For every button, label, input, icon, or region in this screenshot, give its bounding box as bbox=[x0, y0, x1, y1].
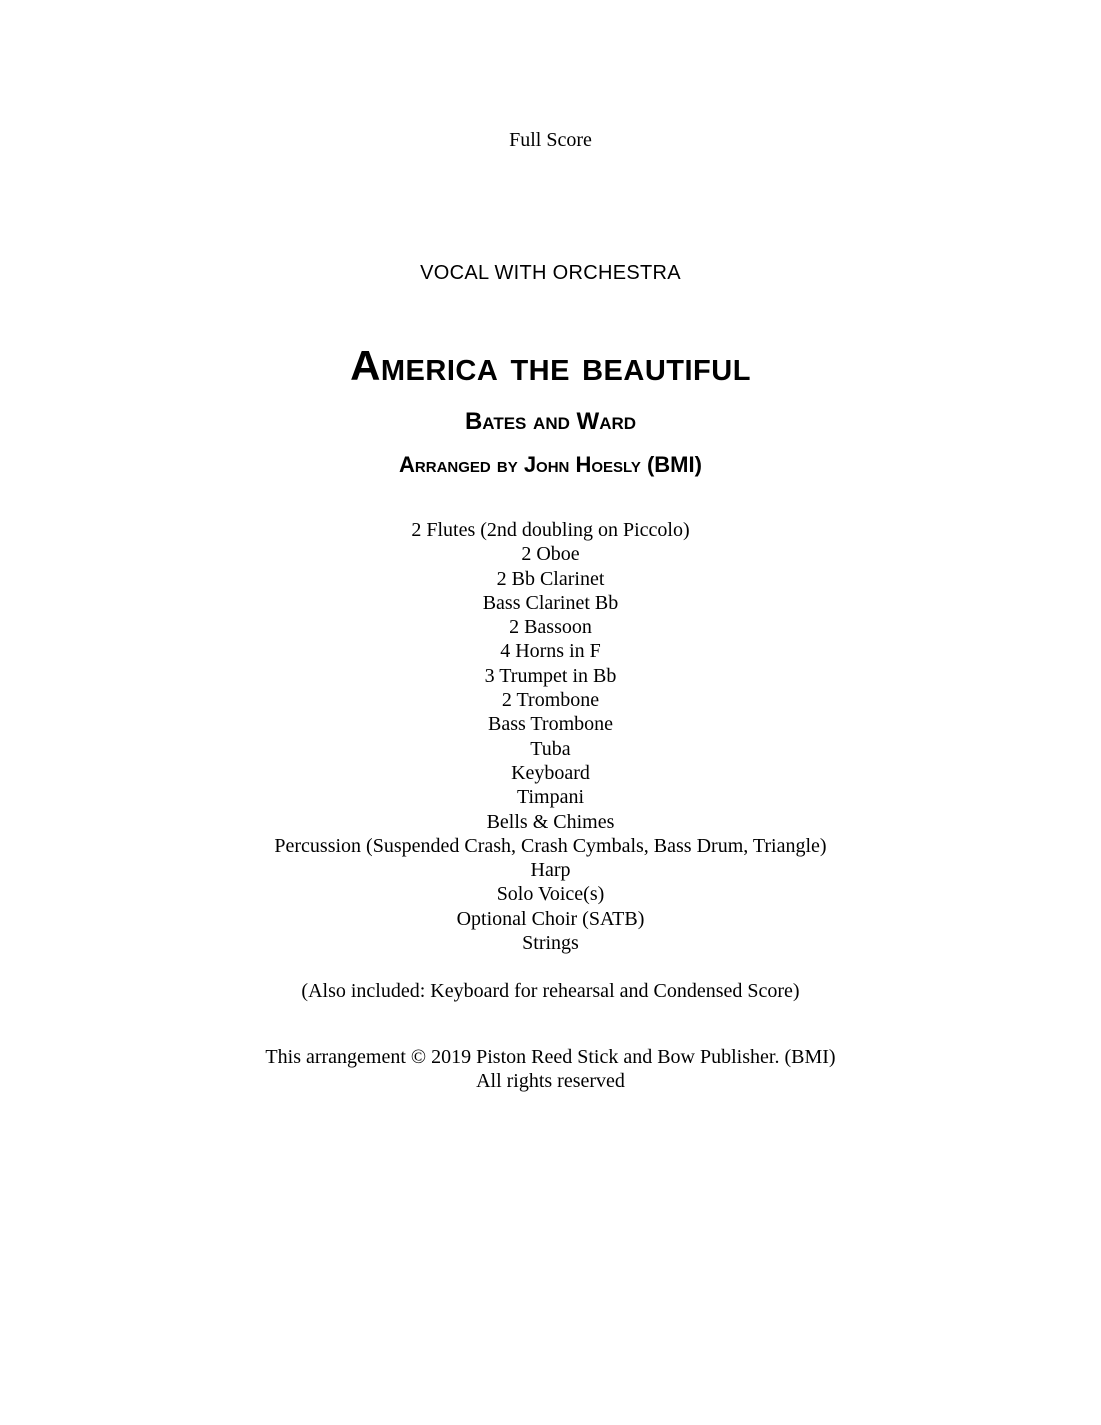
instrument-item: Timpani bbox=[516, 786, 585, 809]
instrument-item: Tuba bbox=[530, 737, 571, 760]
page-title: America the beautiful bbox=[350, 342, 751, 389]
arranger-credit: Arranged by John Hoesly (BMI) bbox=[399, 452, 702, 477]
instrument-item: Bass Trombone bbox=[487, 713, 614, 736]
instrument-item: Optional Choir (SATB) bbox=[456, 907, 645, 930]
instrumentation-list bbox=[0, 518, 1101, 955]
instrument-item: 2 Trombone bbox=[501, 689, 600, 712]
score-type-label: Full Score bbox=[509, 129, 592, 151]
instrument-item: 4 Horns in F bbox=[500, 640, 601, 663]
instrument-item: 2 Bassoon bbox=[509, 616, 592, 639]
instrument-item: Strings bbox=[522, 932, 579, 955]
genre-heading: VOCAL WITH ORCHESTRA bbox=[420, 262, 681, 284]
instrument-item: 3 Trumpet in Bb bbox=[484, 664, 617, 687]
composers-subtitle: Bates and Ward bbox=[464, 408, 637, 435]
copyright-line: This arrangement © 2019 Piston Reed Stick and Bow Publisher. (BMI) bbox=[265, 1046, 836, 1068]
instrument-item: Percussion (Suspended Crash, Crash Cymbals, Bass Drum, Triangle) bbox=[274, 834, 827, 857]
instrument-item: 2 Bb Clarinet bbox=[496, 567, 605, 590]
copyright-notice bbox=[0, 1045, 1101, 1094]
instrument-item: Harp bbox=[530, 859, 571, 882]
instrument-item: Bass Clarinet Bb bbox=[482, 591, 619, 614]
instrument-item: Keyboard bbox=[511, 761, 590, 784]
also-included-note: (Also included: Keyboard for rehearsal and Condensed Score) bbox=[301, 980, 800, 1002]
rights-reserved-line: All rights reserved bbox=[476, 1070, 625, 1093]
instrument-item: Solo Voice(s) bbox=[496, 883, 605, 906]
instrument-item: Bells & Chimes bbox=[486, 810, 615, 833]
instrument-item: 2 Flutes (2nd doubling on Piccolo) bbox=[411, 519, 690, 541]
instrument-item: 2 Oboe bbox=[521, 543, 580, 566]
